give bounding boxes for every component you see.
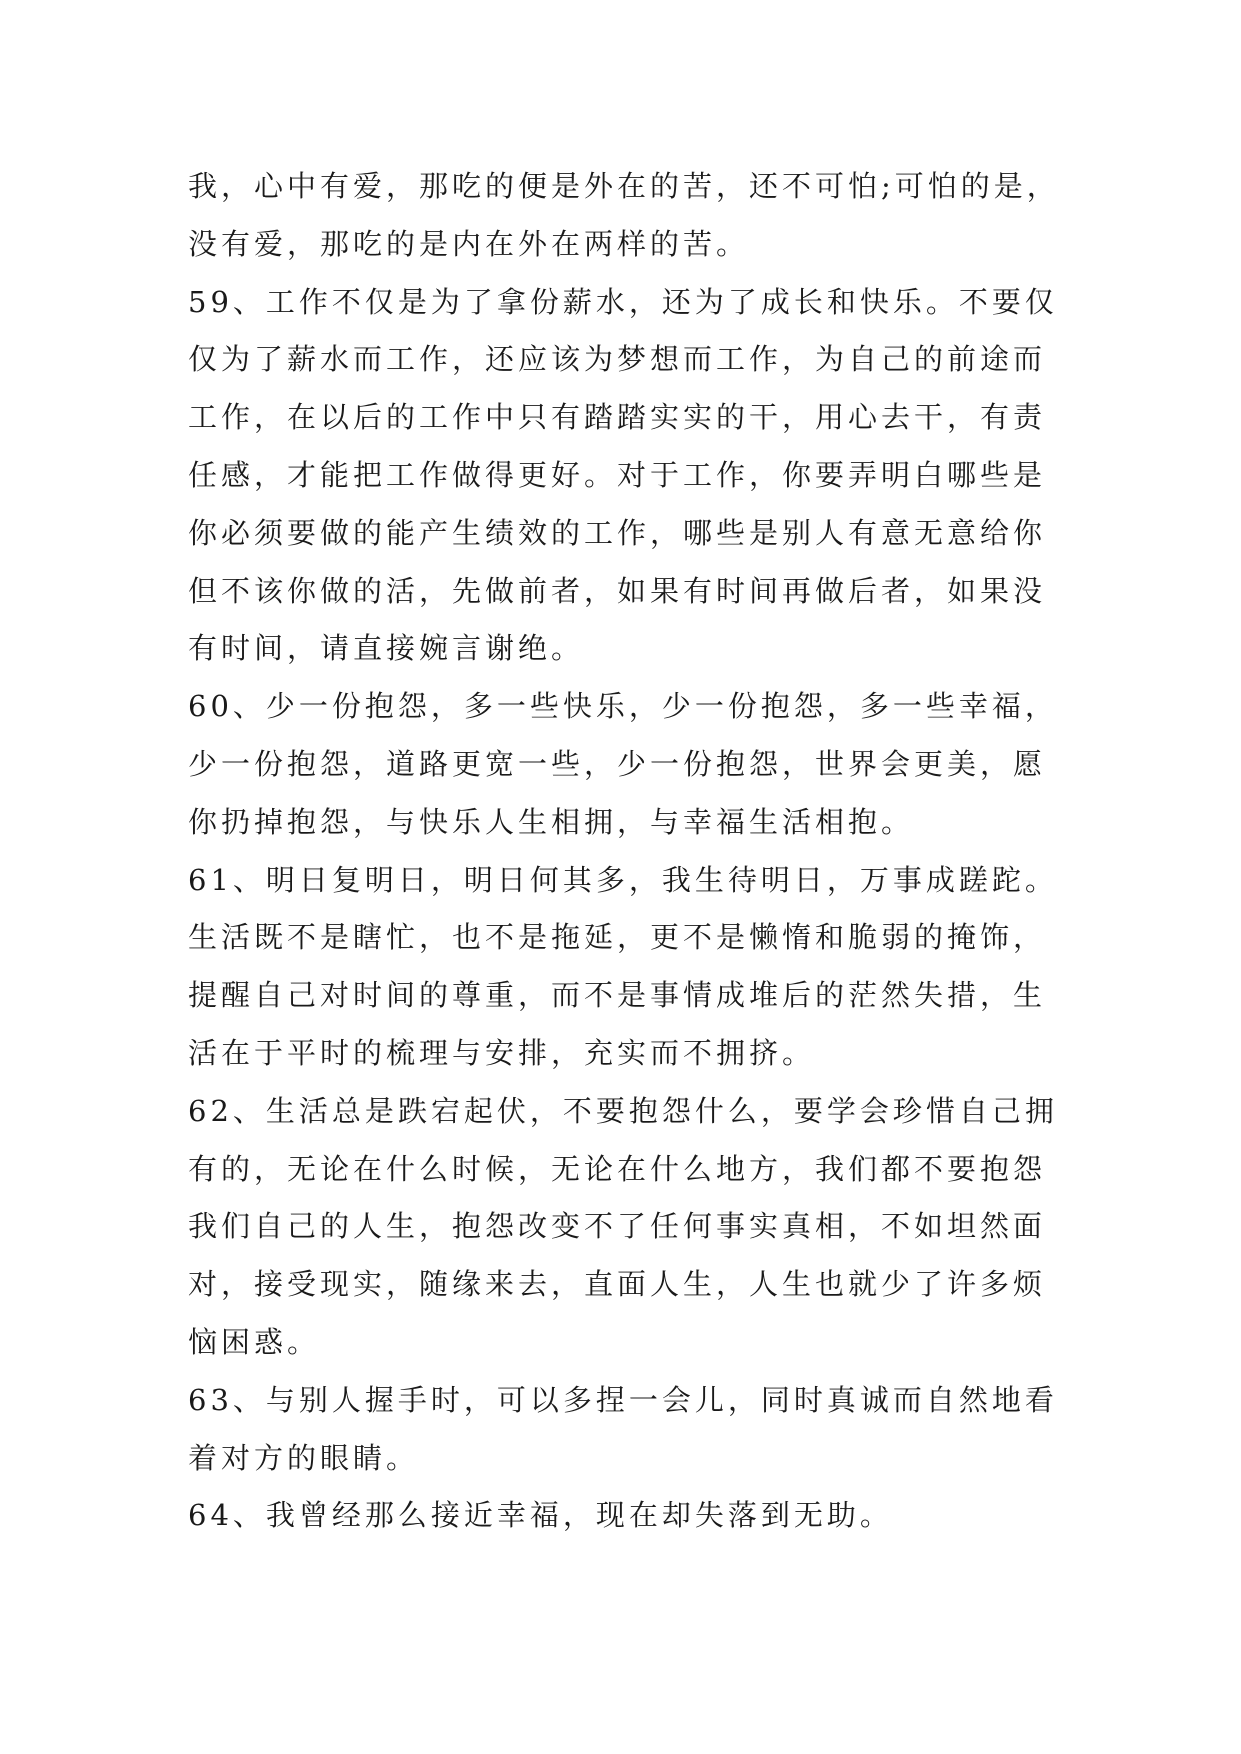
text-line: 少一份抱怨，道路更宽一些，少一份抱怨，世界会更美，愿 — [188, 746, 1047, 781]
text-line: 有时间，请直接婉言谢绝。 — [188, 631, 585, 666]
text-line: 生活既不是瞎忙，也不是拖延，更不是懒惰和脆弱的掩饰， — [188, 920, 1047, 955]
text-line: 着对方的眼睛。 — [188, 1440, 420, 1475]
text-line: 61、明日复明日，明日何其多，我生待明日，万事成蹉跎。 — [188, 862, 1058, 897]
text-line: 恼困惑。 — [188, 1324, 321, 1359]
text-line: 你扔掉抱怨，与快乐人生相拥，与幸福生活相抱。 — [188, 804, 915, 839]
text-line: 活在于平时的梳理与安排，充实而不拥挤。 — [188, 1035, 816, 1070]
text-line: 我们自己的人生，抱怨改变不了任何事实真相，不如坦然面 — [188, 1209, 1047, 1244]
text-line: 有的，无论在什么时候，无论在什么地方，我们都不要抱怨 — [188, 1151, 1047, 1186]
text-line: 你必须要做的能产生绩效的工作，哪些是别人有意无意给你 — [188, 515, 1047, 550]
text-line: 63、与别人握手时，可以多捏一会儿，同时真诚而自然地看 — [188, 1382, 1058, 1417]
text-line: 提醒自己对时间的尊重，而不是事情成堆后的茫然失措，生 — [188, 978, 1047, 1013]
text-line: 对，接受现实，随缘来去，直面人生，人生也就少了许多烦 — [188, 1267, 1047, 1302]
text-line: 没有爱，那吃的是内在外在两样的苦。 — [188, 226, 750, 261]
text-line: 任感，才能把工作做得更好。对于工作，你要弄明白哪些是 — [188, 457, 1047, 492]
document-body — [188, 158, 1088, 1545]
text-line: 60、少一份抱怨，多一些快乐，少一份抱怨，多一些幸福， — [188, 689, 1058, 724]
text-line: 但不该你做的活，先做前者，如果有时间再做后者，如果没 — [188, 573, 1047, 608]
text-line: 59、工作不仅是为了拿份薪水，还为了成长和快乐。不要仅 — [188, 284, 1058, 319]
text-line: 62、生活总是跌宕起伏，不要抱怨什么，要学会珍惜自己拥 — [188, 1093, 1058, 1128]
text-line: 工作，在以后的工作中只有踏踏实实的干，用心去干，有责 — [188, 400, 1047, 435]
text-line: 我，心中有爱，那吃的便是外在的苦，还不可怕;可怕的是， — [188, 169, 1060, 203]
text-line: 仅为了薪水而工作，还应该为梦想而工作，为自己的前途而 — [188, 342, 1047, 377]
text-line: 64、我曾经那么接近幸福，现在却失落到无助。 — [188, 1498, 893, 1533]
